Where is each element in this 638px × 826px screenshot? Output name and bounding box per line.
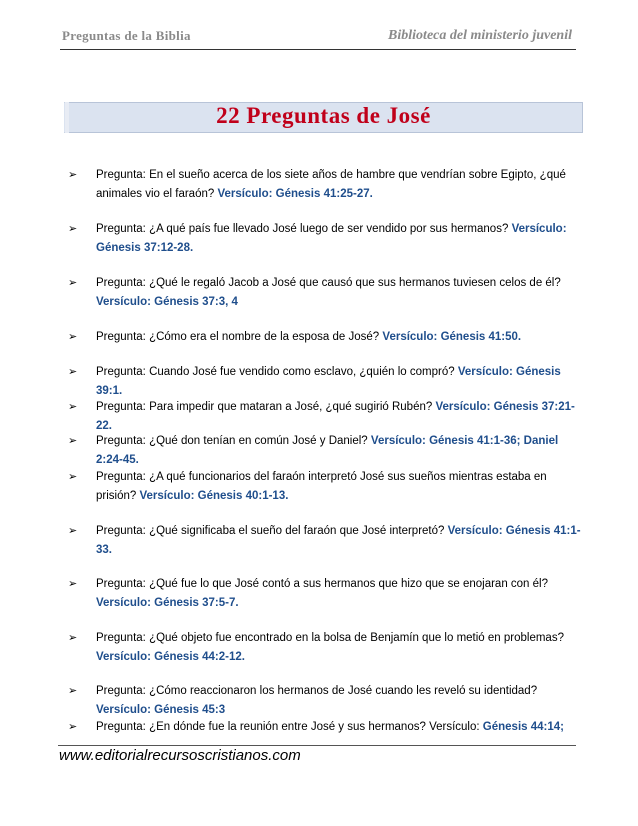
page-header-right: Biblioteca del ministerio juvenil [388, 28, 572, 43]
question-text: Pregunta: ¿A qué funcionarios del faraón interpretó José sus sueños mientras estaba en prisión? [96, 471, 547, 502]
arrow-bullet-icon: ➢ [68, 632, 78, 644]
question-text: Pregunta: ¿Qué significaba el sueño del faraón que José interpretó? [96, 525, 445, 537]
arrow-bullet-icon: ➢ [68, 169, 78, 181]
verse-reference: Versículo: Génesis 44:2-12. [96, 651, 245, 663]
verse-reference: Génesis 44:14; [482, 721, 564, 733]
question-text: Pregunta: Cuando José fue vendido como esclavo, ¿quién lo compró? [96, 366, 455, 378]
verse-reference: Versículo: Génesis 41:50. [382, 331, 522, 343]
question-text: Pregunta: Para impedir que mataran a José, ¿qué sugirió Rubén? [96, 401, 433, 413]
question-text: Pregunta: ¿Qué objeto fue encontrado en la bolsa de Benjamín que lo metió en problemas? [96, 632, 564, 644]
question-text: Pregunta: En el sueño acerca de los siete años de hambre que vendrían sobre Egipto, ¿qué animales vio el faraón? [96, 169, 566, 200]
question-text: Pregunta: ¿A qué país fue llevado José luego de ser vendido por sus hermanos? [96, 223, 509, 235]
question-text: Pregunta: ¿En dónde fue la reunión entre José y sus hermanos? Versículo: [96, 721, 480, 733]
verse-reference: Versículo: Génesis 45:3 [96, 704, 226, 716]
arrow-bullet-icon: ➢ [68, 525, 78, 537]
arrow-bullet-icon: ➢ [68, 471, 78, 483]
verse-reference: Versículo: Génesis 37:12-28. [96, 223, 567, 254]
verse-reference: Versículo: Génesis 41:1-33. [96, 525, 581, 556]
arrow-bullet-icon: ➢ [68, 401, 78, 413]
question-text: Pregunta: ¿Cómo reaccionaron los hermanos de José cuando les reveló su identidad? [96, 685, 538, 697]
verse-reference: Versículo: Génesis 37:3, 4 [96, 296, 238, 308]
question-text: Pregunta: ¿Cómo era el nombre de la esposa de José? [96, 331, 380, 343]
verse-reference: Versículo: Génesis 40:1-13. [139, 490, 289, 502]
arrow-bullet-icon: ➢ [68, 277, 78, 289]
arrow-bullet-icon: ➢ [68, 578, 78, 590]
arrow-bullet-icon: ➢ [68, 685, 78, 697]
verse-reference: Versículo: Génesis 41:1-36; Daniel 2:24-45. [96, 435, 559, 466]
arrow-bullet-icon: ➢ [68, 435, 78, 447]
arrow-bullet-icon: ➢ [68, 721, 78, 733]
footer-url: www.editorialrecursoscristianos.com [59, 747, 301, 764]
page-header-left: Preguntas de la Biblia [62, 28, 191, 43]
question-text: Pregunta: ¿Qué don tenían en común José y Daniel? [96, 435, 368, 447]
header-divider [60, 49, 576, 50]
verse-reference: Versículo: Génesis 41:25-27. [217, 188, 373, 200]
footer-divider [58, 745, 576, 746]
verse-reference: Versículo: Génesis 37:21- 22. [96, 401, 575, 432]
arrow-bullet-icon: ➢ [68, 331, 78, 343]
question-text: Pregunta: ¿Qué le regaló Jacob a José que causó que sus hermanos tuviesen celos de él? [96, 277, 561, 289]
arrow-bullet-icon: ➢ [68, 223, 78, 235]
question-text: Pregunta: ¿Qué fue lo que José contó a sus hermanos que hizo que se enojaran con él? [96, 578, 548, 590]
page-title: 22 Preguntas de José [216, 103, 431, 128]
verse-reference: Versículo: Génesis 39:1. [96, 366, 561, 397]
verse-reference: Versículo: Génesis 37:5-7. [96, 597, 239, 609]
arrow-bullet-icon: ➢ [68, 366, 78, 378]
